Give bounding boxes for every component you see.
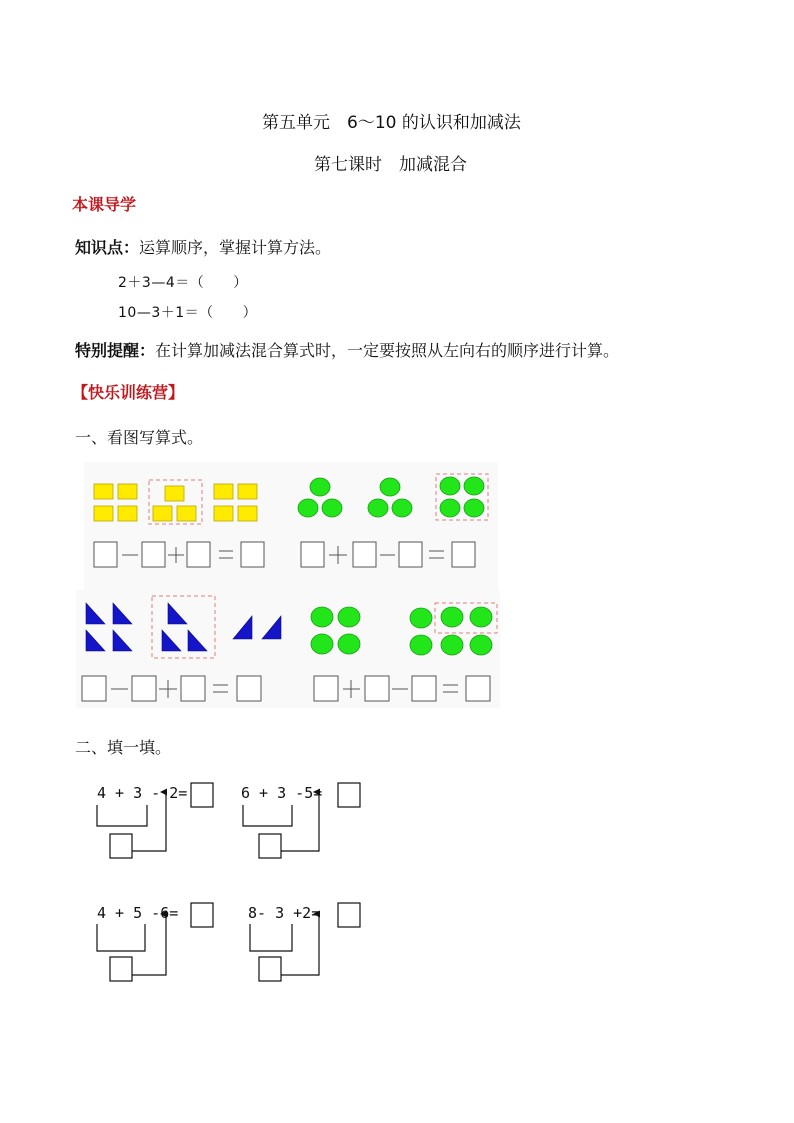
exercise-expression-2: 6 + 3 -5= (241, 784, 323, 802)
knowledge-label: 知识点： (75, 238, 140, 257)
fill-in-diagrams (97, 783, 360, 981)
answer-row-1 (94, 542, 264, 567)
guide-heading: 本课导学 (72, 195, 137, 214)
reminder-text: 在计算加减法混合算式时，一定要按照从左向右的顺序进行计算。 (155, 341, 620, 360)
unit-title: 第五单元 6～10 的认识和加减法 (262, 113, 521, 133)
exercise-expression-4: 8- 3 +2= (248, 904, 321, 922)
example-equation-2: 10—3＋1＝（ ） (118, 305, 258, 321)
knowledge-text: 运算顺序，掌握计算方法。 (139, 238, 332, 257)
practice-heading: 【快乐训练营】 (72, 383, 185, 402)
answer-row-3 (82, 676, 261, 701)
green-circles-group-top (298, 477, 484, 517)
example-equation-1: 2＋3—4＝（ ） (118, 275, 248, 291)
lesson-title: 第七课时 加减混合 (314, 155, 467, 175)
section1-title: 一、看图写算式。 (75, 428, 204, 447)
blue-triangles-group (86, 603, 281, 651)
answer-row-4 (314, 676, 490, 701)
dashed-frame (152, 596, 215, 658)
section2-title: 二、填一填。 (75, 738, 172, 757)
green-circles-group-bottom (311, 607, 492, 655)
answer-row-2 (301, 542, 475, 567)
reminder-label: 特别提醒： (75, 341, 156, 360)
exercise-expression-1: 4 + 3 - 2= (97, 784, 188, 802)
yellow-squares-group (94, 480, 257, 524)
exercise-expression-3: 4 + 5 -6= (97, 904, 179, 922)
